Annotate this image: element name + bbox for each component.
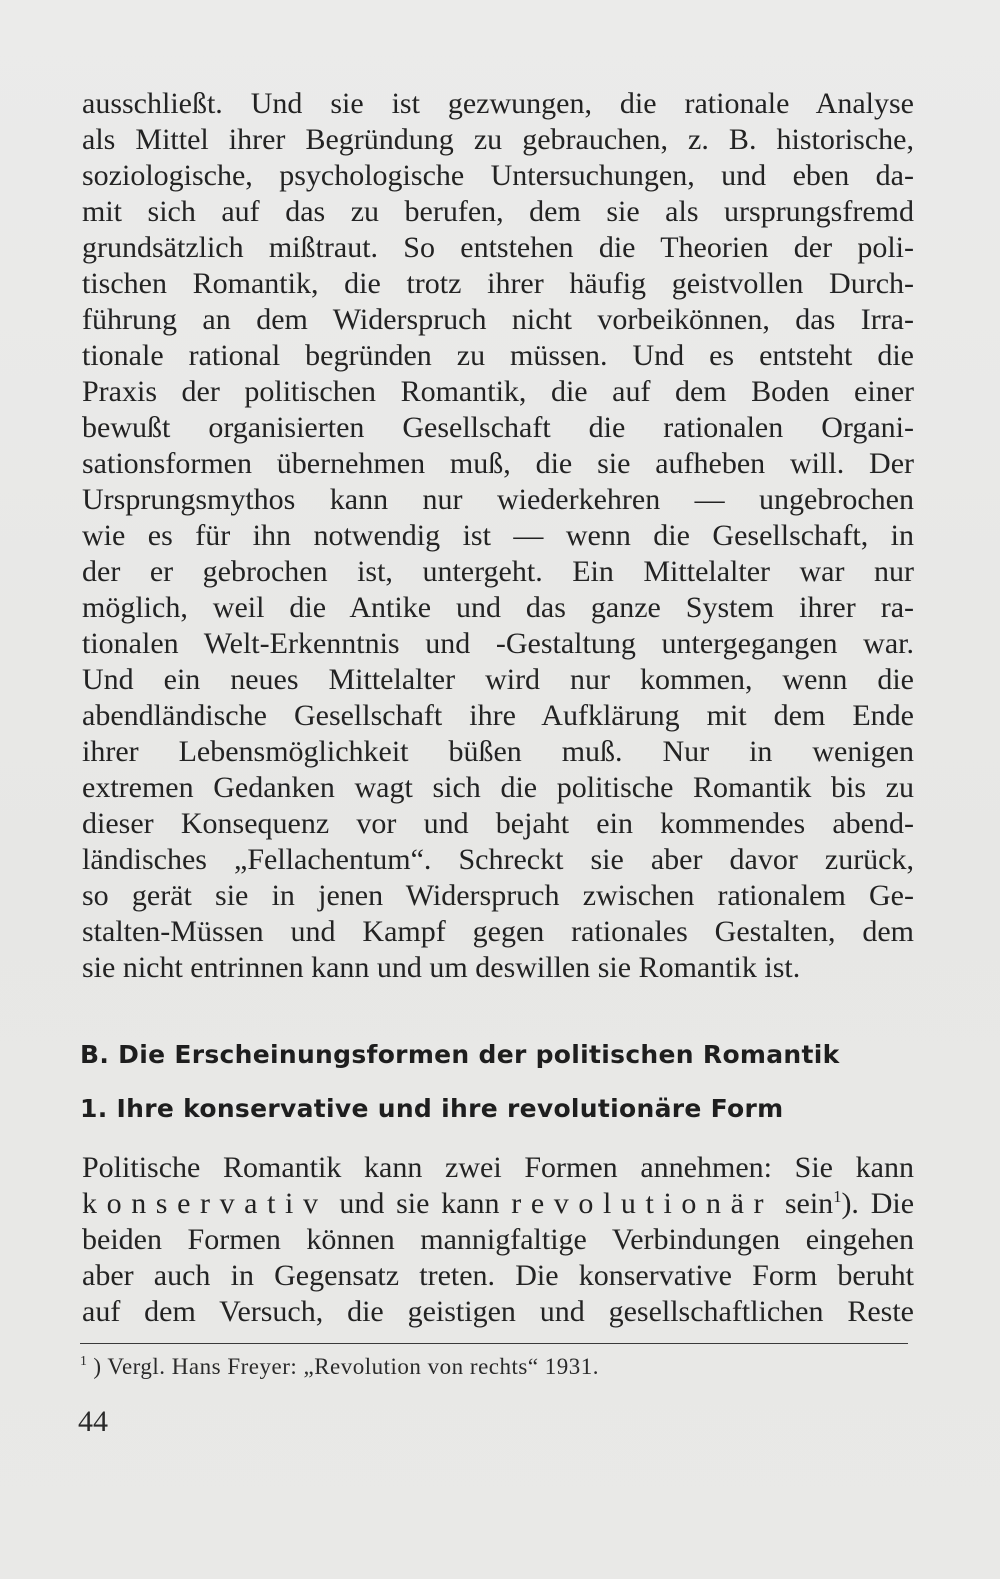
- emphasized-word: revolutionär: [511, 1187, 774, 1220]
- text-line: ausschließt. Und sie ist gezwungen, die rationale Analyse: [82, 87, 914, 120]
- text-line: Politische Romantik kann zwei Formen annehmen: Sie kann: [82, 1151, 914, 1184]
- text-line: wie es für ihn notwendig ist — wenn die Gesellschaft, in: [82, 519, 914, 552]
- text-run: ). Die: [841, 1187, 915, 1220]
- text-line: ihrer Lebensmöglichkeit büßen muß. Nur in wenigen: [82, 735, 914, 768]
- body-paragraph-2: [82, 1150, 914, 1330]
- text-line: stalten-Müssen und Kampf gegen rationales Gestalten, dem: [82, 915, 914, 948]
- footnote: [80, 1354, 599, 1380]
- text-line: sie nicht entrinnen kann und um deswillen sie Romantik ist.: [82, 951, 801, 984]
- text-line: so gerät sie in jenen Widerspruch zwischen rationalem Ge-: [82, 879, 914, 912]
- text-line: [82, 1186, 914, 1222]
- text-line: aber auch in Gegensatz treten. Die konservative Form beruht: [82, 1259, 914, 1292]
- footnote-reference[interactable]: 1: [833, 1187, 842, 1206]
- text-line: beiden Formen können mannigfaltige Verbindungen eingehen: [82, 1223, 914, 1256]
- footnote-marker: 1: [80, 1353, 88, 1369]
- text-run: und sie kann: [327, 1187, 512, 1220]
- text-line: bewußt organisierten Gesellschaft die rationalen Organi-: [82, 411, 914, 444]
- text-line: als Mittel ihrer Begründung zu gebrauchen, z. B. historische,: [82, 123, 914, 156]
- body-paragraph-1: [82, 86, 914, 986]
- page-number: 44: [78, 1405, 108, 1438]
- text-line: soziologische, psychologische Untersuchungen, und eben da-: [82, 159, 914, 192]
- text-line: ländisches „Fellachentum“. Schreckt sie aber davor zurück,: [82, 843, 914, 876]
- text-line: extremen Gedanken wagt sich die politische Romantik bis zu: [82, 771, 914, 804]
- text-line: grundsätzlich mißtraut. So entstehen die Theorien der poli-: [82, 231, 914, 264]
- text-line: der er gebrochen ist, untergeht. Ein Mittelalter war nur: [82, 555, 914, 588]
- text-line: dieser Konsequenz vor und bejaht ein kommendes abend-: [82, 807, 914, 840]
- text-line: auf dem Versuch, die geistigen und gesellschaftlichen Reste: [82, 1295, 914, 1328]
- text-line: Praxis der politischen Romantik, die auf dem Boden einer: [82, 375, 914, 408]
- text-line: sationsformen übernehmen muß, die sie aufheben will. Der: [82, 447, 914, 480]
- text-line: möglich, weil die Antike und das ganze System ihrer ra-: [82, 591, 914, 624]
- text-line: Ursprungsmythos kann nur wiederkehren — ungebrochen: [82, 483, 914, 516]
- text-line: Und ein neues Mittelalter wird nur kommen, wenn die: [82, 663, 914, 696]
- text-line: führung an dem Widerspruch nicht vorbeikönnen, das Irra-: [82, 303, 914, 336]
- footnote-text: ) Vergl. Hans Freyer: „Revolution von rechts“ 1931.: [93, 1354, 600, 1379]
- text-line: tionalen Welt-Erkenntnis und -Gestaltung untergegangen war.: [82, 627, 914, 660]
- text-line: mit sich auf das zu berufen, dem sie als ursprungsfremd: [82, 195, 914, 228]
- footnote-divider: [80, 1343, 908, 1344]
- text-line: abendländische Gesellschaft ihre Aufklärung mit dem Ende: [82, 699, 914, 732]
- emphasized-word: konservativ: [82, 1187, 328, 1220]
- section-heading: B. Die Erscheinungsformen der politischen Romantik: [80, 1040, 840, 1069]
- text-run: sein: [773, 1187, 834, 1220]
- text-line: tionale rational begründen zu müssen. Und es entsteht die: [82, 339, 914, 372]
- text-line: tischen Romantik, die trotz ihrer häufig geistvollen Durch-: [82, 267, 914, 300]
- subsection-heading: 1. Ihre konservative und ihre revolutionäre Form: [80, 1094, 784, 1123]
